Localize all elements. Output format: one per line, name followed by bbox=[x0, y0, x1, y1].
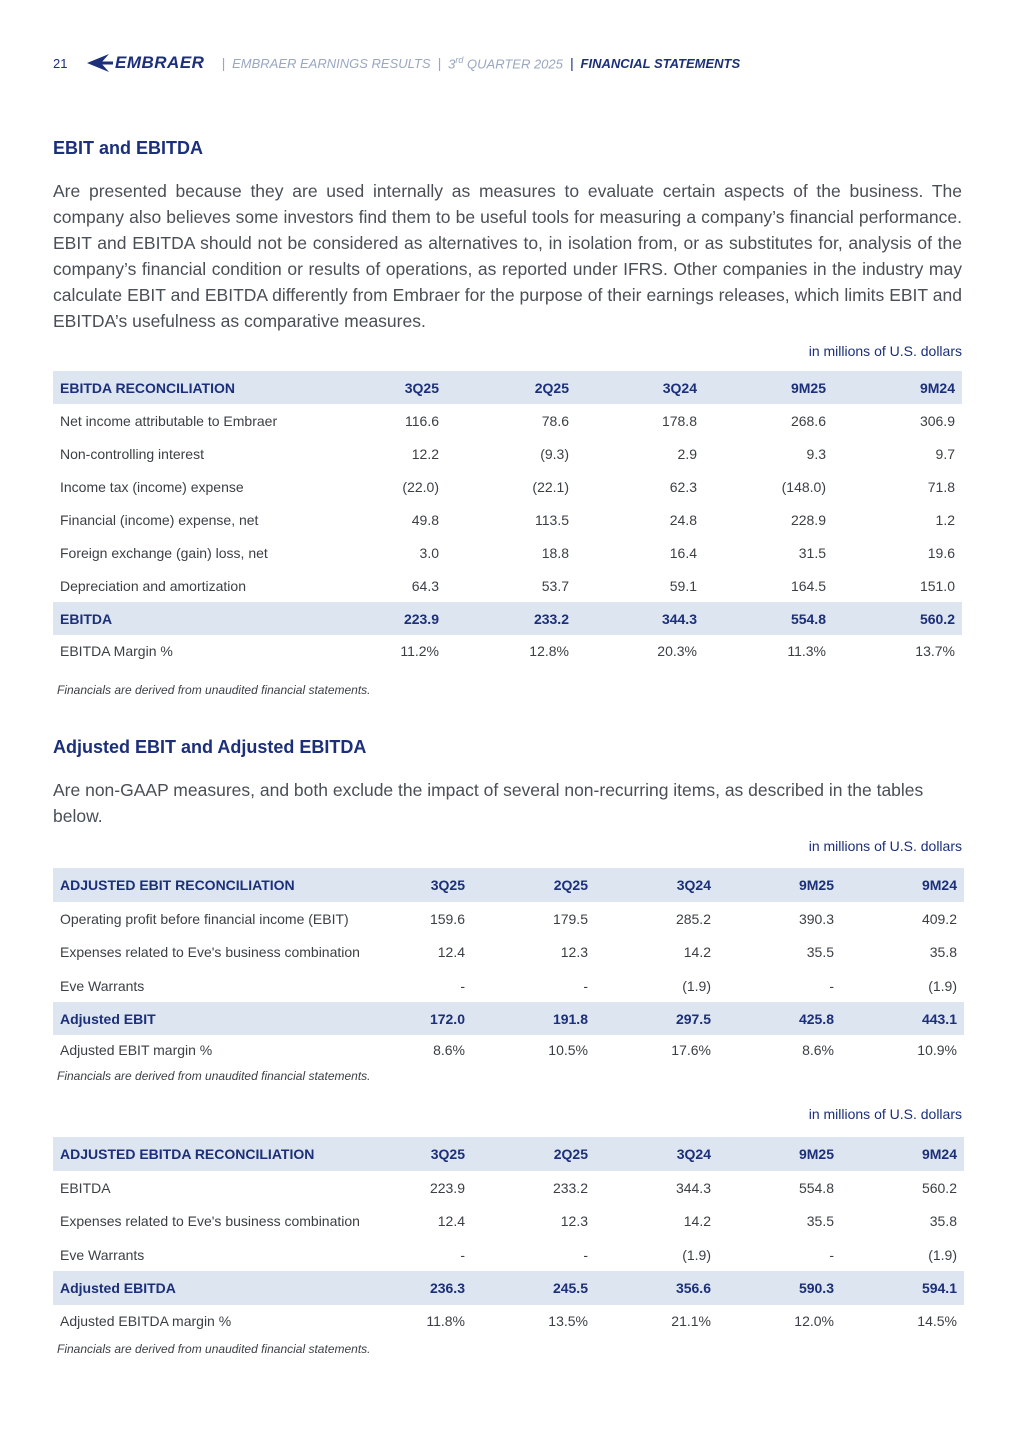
table-cell: (1.9) bbox=[682, 1246, 711, 1263]
column-header: 3Q25 bbox=[343, 1137, 472, 1171]
table-header-row bbox=[53, 868, 964, 902]
row-label: Adjusted EBIT bbox=[53, 1002, 343, 1035]
row-label: Non-controlling interest bbox=[60, 445, 204, 462]
table-cell: 344.3 bbox=[576, 602, 704, 635]
table-cell: 554.8 bbox=[704, 602, 833, 635]
column-header: ADJUSTED EBIT RECONCILIATION bbox=[53, 868, 343, 902]
table-cell: 35.5 bbox=[806, 944, 834, 960]
table-cell: 14.2 bbox=[683, 1213, 711, 1229]
table-cell: 12.4 bbox=[437, 944, 465, 960]
ebitda-footnote: Financials are derived from unaudited financial statements. bbox=[57, 683, 371, 697]
section-name: FINANCIAL STATEMENTS bbox=[580, 55, 741, 71]
table-cell: 223.9 bbox=[429, 1179, 465, 1196]
adjusted-ebitda-footnote: Financials are derived from unaudited financial statements. bbox=[57, 1342, 371, 1356]
table-cell: 49.8 bbox=[411, 511, 439, 528]
table-cell: 164.5 bbox=[790, 577, 826, 594]
table-cell: 64.3 bbox=[411, 577, 439, 594]
table-cell: 425.8 bbox=[718, 1002, 841, 1035]
table-cell: 12.2 bbox=[411, 445, 439, 462]
table-cell: 12.3 bbox=[560, 944, 588, 960]
table-cell: 443.1 bbox=[841, 1002, 964, 1035]
table-cell: 3.0 bbox=[419, 544, 439, 561]
table-cell: 297.5 bbox=[595, 1002, 718, 1035]
table-header-row bbox=[53, 371, 962, 404]
table-cell: 31.5 bbox=[798, 544, 826, 561]
row-label: Adjusted EBITDA margin % bbox=[60, 1313, 232, 1329]
table-cell: - bbox=[460, 1246, 465, 1263]
row-label: Adjusted EBIT margin % bbox=[60, 1042, 213, 1058]
table-cell: 11.2% bbox=[400, 643, 439, 659]
table-cell: 172.0 bbox=[343, 1002, 472, 1035]
table-row bbox=[53, 1171, 964, 1204]
table-cell: 9.3 bbox=[806, 445, 826, 462]
column-header: 9M24 bbox=[833, 371, 962, 404]
ebitda-units-label: in millions of U.S. dollars bbox=[808, 343, 962, 359]
table-cell: 35.8 bbox=[929, 944, 957, 960]
row-label: EBITDA bbox=[53, 602, 313, 635]
table-cell: (1.9) bbox=[928, 977, 957, 994]
table-cell: 11.3% bbox=[787, 643, 826, 659]
table-cell: 233.2 bbox=[446, 602, 576, 635]
table-row bbox=[53, 470, 962, 503]
adjusted-ebit-footnote: Financials are derived from unaudited financial statements. bbox=[57, 1069, 371, 1083]
table-cell: 268.6 bbox=[790, 412, 826, 429]
table-cell: 13.7% bbox=[915, 643, 955, 659]
table-cell: (1.9) bbox=[928, 1246, 957, 1263]
table-cell: 159.6 bbox=[429, 910, 465, 927]
column-header: 3Q25 bbox=[343, 868, 472, 902]
column-header: 2Q25 bbox=[472, 868, 595, 902]
table-cell: 8.6% bbox=[433, 1042, 465, 1058]
table-cell: 223.9 bbox=[313, 602, 446, 635]
table-cell: 20.3% bbox=[657, 643, 697, 659]
table-cell: 390.3 bbox=[798, 910, 834, 927]
table-cell: 590.3 bbox=[718, 1271, 841, 1305]
row-label: Adjusted EBITDA bbox=[53, 1271, 343, 1305]
row-label: Eve Warrants bbox=[60, 977, 145, 994]
table-cell: 2.9 bbox=[677, 445, 697, 462]
row-label: Operating profit before financial income (EBIT) bbox=[60, 910, 349, 927]
row-label: Foreign exchange (gain) loss, net bbox=[60, 544, 268, 561]
table-cell: - bbox=[460, 977, 465, 994]
table-row bbox=[53, 902, 964, 935]
table-cell: 35.8 bbox=[929, 1213, 957, 1229]
row-label: Expenses related to Eve's business combination bbox=[60, 1213, 360, 1229]
table-cell: 1.2 bbox=[935, 511, 955, 528]
table-total-row bbox=[53, 1002, 964, 1035]
header-separator: | bbox=[569, 55, 574, 71]
table-cell: 13.5% bbox=[548, 1313, 588, 1329]
row-label: Expenses related to Eve's business combination bbox=[60, 944, 360, 960]
table-row bbox=[53, 569, 962, 602]
table-cell: 191.8 bbox=[472, 1002, 595, 1035]
table-cell: 24.8 bbox=[669, 511, 697, 528]
table-row bbox=[53, 1035, 964, 1065]
table-cell: 10.5% bbox=[548, 1042, 588, 1058]
column-header: ADJUSTED EBITDA RECONCILIATION bbox=[53, 1137, 343, 1171]
column-header: 2Q25 bbox=[472, 1137, 595, 1171]
table-cell: 245.5 bbox=[472, 1271, 595, 1305]
table-cell: (1.9) bbox=[682, 977, 711, 994]
table-cell: 8.6% bbox=[802, 1042, 834, 1058]
table-cell: 178.8 bbox=[661, 412, 697, 429]
table-cell: 179.5 bbox=[552, 910, 588, 927]
table-total-row bbox=[53, 1271, 964, 1305]
table-cell: 228.9 bbox=[790, 511, 826, 528]
table-cell: - bbox=[829, 1246, 834, 1263]
quarter-text: QUARTER 2025 bbox=[463, 56, 563, 72]
column-header: 3Q24 bbox=[576, 371, 704, 404]
table-cell: 116.6 bbox=[405, 412, 439, 429]
table-total-row bbox=[53, 602, 962, 635]
column-header: 3Q24 bbox=[595, 868, 718, 902]
table-cell: 62.3 bbox=[669, 478, 697, 495]
table-cell: 16.4 bbox=[669, 544, 697, 561]
column-header: 3Q25 bbox=[313, 371, 446, 404]
report-title: EMBRAER EARNINGS RESULTS bbox=[232, 55, 431, 71]
table-row bbox=[53, 1204, 964, 1238]
table-cell: (9.3) bbox=[540, 445, 569, 462]
table-cell: 560.2 bbox=[833, 602, 962, 635]
ebitda-description: Are presented because they are used internally as measures to evaluate certain aspects of the business. The company also believes some investors find them to be useful tools for measuring a company’s financial performance. EBIT and EBITDA should not be considered as alternatives to, in isolation from, or as substitutes for, analysis of the company’s financial condition or results of operations, as reported under IFRS. Other companies in the industry may calculate EBIT and EBITDA differently from Embraer for the purpose of their earnings releases, which limits EBIT and EBITDA’s usefulness as comparative measures. bbox=[53, 181, 962, 331]
table-cell: 306.9 bbox=[919, 412, 955, 429]
table-cell: (22.0) bbox=[402, 478, 439, 495]
table-cell: 12.3 bbox=[560, 1213, 588, 1229]
column-header: EBITDA RECONCILIATION bbox=[53, 371, 313, 404]
table-cell: - bbox=[829, 977, 834, 994]
table-cell: 9.7 bbox=[935, 445, 955, 462]
table-row bbox=[53, 503, 962, 536]
row-label: Financial (income) expense, net bbox=[60, 511, 259, 528]
column-header: 9M24 bbox=[841, 1137, 964, 1171]
header-separator: | bbox=[221, 55, 226, 71]
row-label: EBITDA bbox=[60, 1179, 111, 1196]
table-cell: 18.8 bbox=[541, 544, 569, 561]
table-cell: 560.2 bbox=[921, 1179, 957, 1196]
table-cell: 10.9% bbox=[917, 1042, 957, 1058]
table-row bbox=[53, 969, 964, 1002]
column-header: 9M25 bbox=[718, 868, 841, 902]
table-cell: 409.2 bbox=[921, 910, 957, 927]
row-label: Eve Warrants bbox=[60, 1246, 145, 1263]
table-row bbox=[53, 1238, 964, 1271]
table-cell: 14.5% bbox=[917, 1313, 957, 1329]
table-row bbox=[53, 635, 962, 667]
table-cell: 59.1 bbox=[669, 577, 697, 594]
column-header: 9M25 bbox=[704, 371, 833, 404]
table-cell: 285.2 bbox=[675, 910, 711, 927]
table-cell: (148.0) bbox=[781, 478, 826, 495]
adjusted-ebitda-table bbox=[53, 1137, 964, 1337]
table-cell: 594.1 bbox=[841, 1271, 964, 1305]
report-quarter bbox=[448, 55, 563, 71]
adjusted-ebitda-units-label: in millions of U.S. dollars bbox=[808, 1106, 962, 1122]
table-cell: 71.8 bbox=[927, 478, 955, 495]
table-row bbox=[53, 1305, 964, 1337]
row-label: Income tax (income) expense bbox=[60, 478, 244, 495]
row-label: EBITDA Margin % bbox=[60, 643, 173, 659]
table-cell: (22.1) bbox=[532, 478, 569, 495]
table-cell: 12.4 bbox=[437, 1213, 465, 1229]
table-cell: 17.6% bbox=[671, 1042, 711, 1058]
table-row bbox=[53, 935, 964, 969]
table-cell: 14.2 bbox=[683, 944, 711, 960]
table-cell: 233.2 bbox=[552, 1179, 588, 1196]
column-header: 3Q24 bbox=[595, 1137, 718, 1171]
embraer-arrow-icon bbox=[87, 53, 113, 73]
table-header-row bbox=[53, 1137, 964, 1171]
column-header: 2Q25 bbox=[446, 371, 576, 404]
table-cell: 21.1% bbox=[671, 1313, 711, 1329]
row-label: Net income attributable to Embraer bbox=[60, 412, 278, 429]
adjusted-section-title: Adjusted EBIT and Adjusted EBITDA bbox=[53, 737, 367, 757]
row-label: Depreciation and amortization bbox=[60, 577, 246, 594]
table-cell: - bbox=[583, 977, 588, 994]
page-number: 21 bbox=[53, 55, 68, 71]
table-cell: 19.6 bbox=[927, 544, 955, 561]
table-row bbox=[53, 437, 962, 470]
ebitda-reconciliation-table bbox=[53, 371, 962, 667]
column-header: 9M24 bbox=[841, 868, 964, 902]
table-cell: 151.0 bbox=[919, 577, 955, 594]
quarter-number: 3 bbox=[448, 56, 456, 72]
table-cell: 12.8% bbox=[529, 643, 569, 659]
table-row bbox=[53, 536, 962, 569]
table-cell: 78.6 bbox=[541, 412, 569, 429]
ebitda-section-title: EBIT and EBITDA bbox=[53, 138, 204, 158]
table-cell: 356.6 bbox=[595, 1271, 718, 1305]
header-separator: | bbox=[437, 55, 442, 71]
table-cell: - bbox=[583, 1246, 588, 1263]
table-cell: 236.3 bbox=[343, 1271, 472, 1305]
quarter-suffix: rd bbox=[455, 54, 464, 65]
logo-text: EMBRAER bbox=[115, 53, 205, 72]
page-header bbox=[53, 50, 740, 76]
table-cell: 12.0% bbox=[794, 1313, 834, 1329]
column-header: 9M25 bbox=[718, 1137, 841, 1171]
table-cell: 11.8% bbox=[426, 1313, 465, 1329]
adjusted-description: Are non-GAAP measures, and both exclude the impact of several non-recurring items, as described in the tables below. bbox=[53, 780, 924, 826]
table-cell: 554.8 bbox=[798, 1179, 834, 1196]
table-cell: 344.3 bbox=[675, 1179, 711, 1196]
embraer-logo bbox=[87, 53, 204, 73]
table-cell: 53.7 bbox=[541, 577, 569, 594]
table-row bbox=[53, 404, 962, 437]
table-cell: 113.5 bbox=[535, 511, 569, 528]
adjusted-ebit-table bbox=[53, 868, 964, 1065]
adjusted-ebit-units-label: in millions of U.S. dollars bbox=[808, 838, 962, 854]
table-cell: 35.5 bbox=[806, 1213, 834, 1229]
